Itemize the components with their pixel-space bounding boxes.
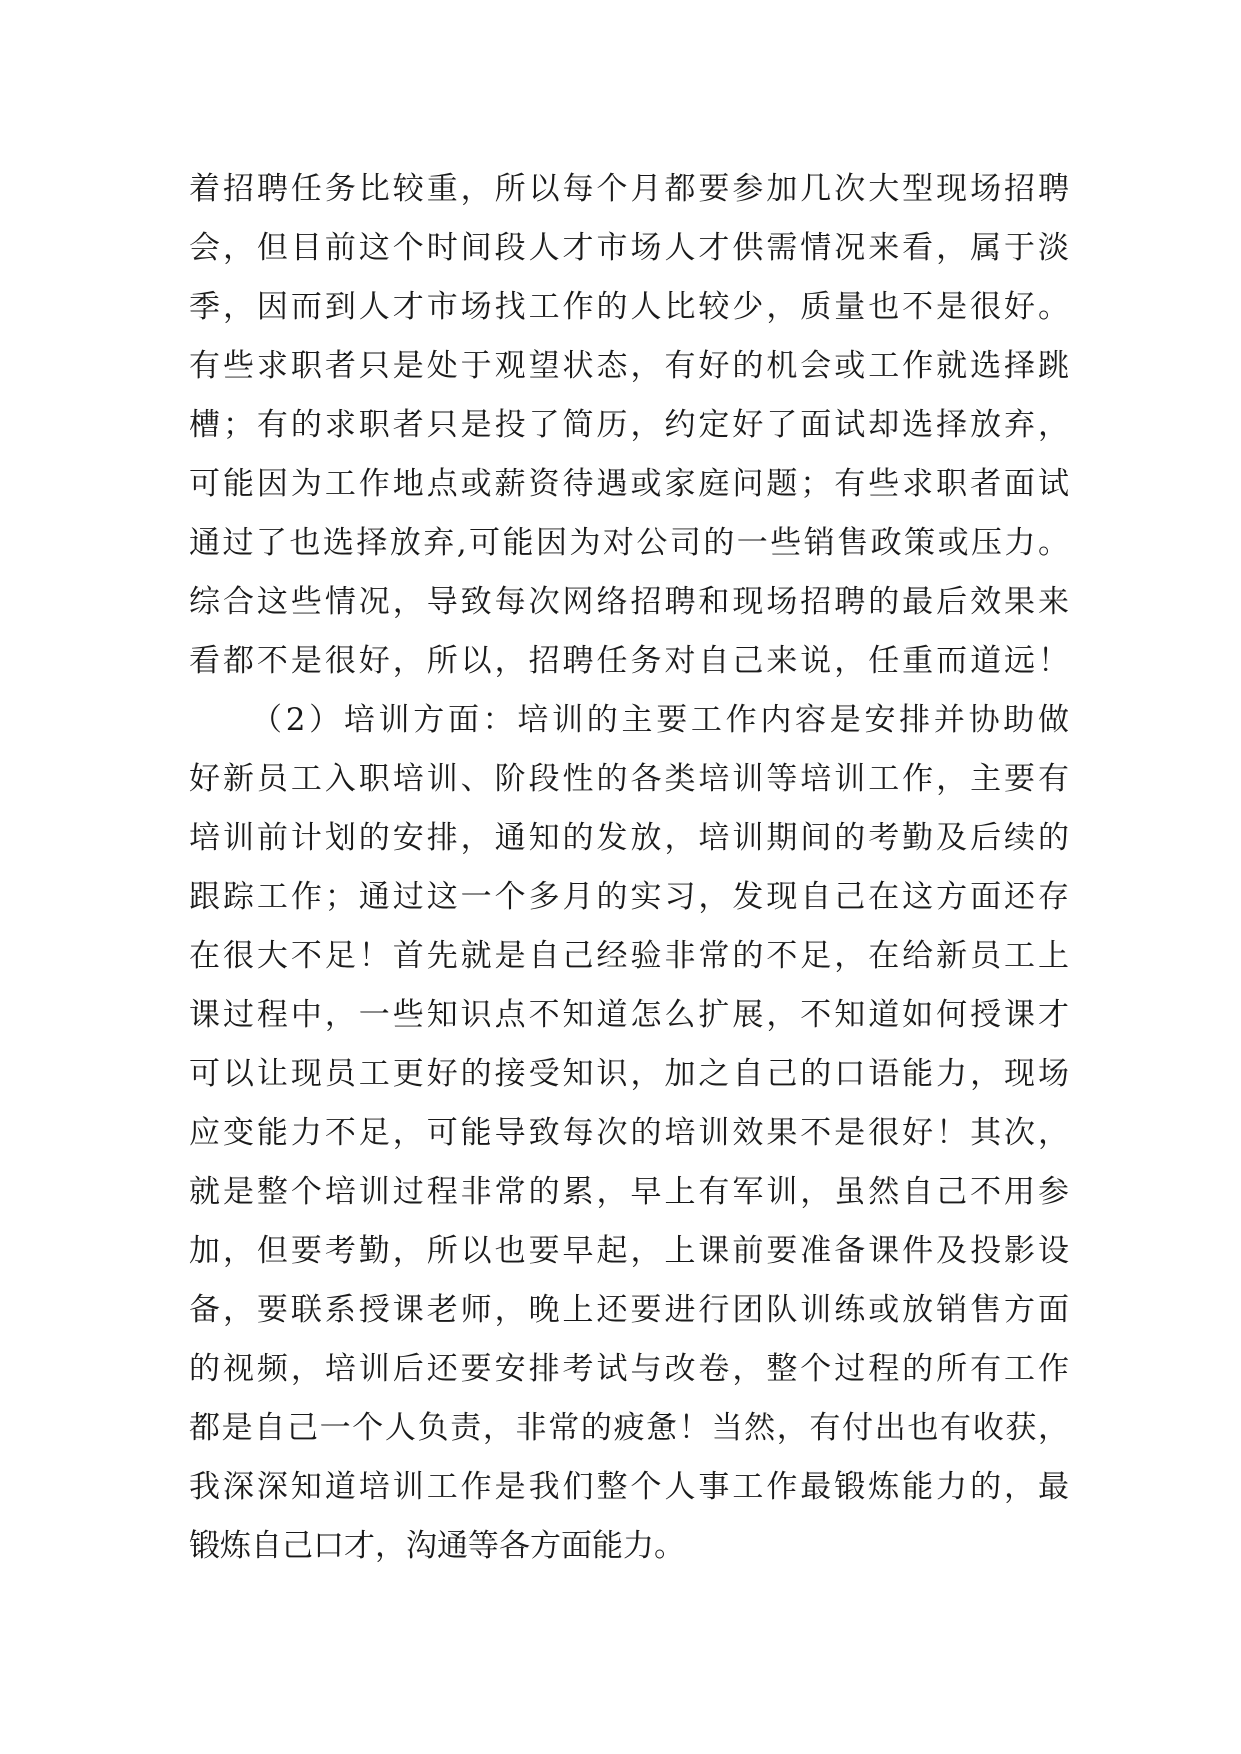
text-line: 看都不是很好，所以，招聘任务对自己来说，任重而道远！: [189, 643, 1069, 679]
text-line: 通过了也选择放弃,可能因为对公司的一些销售政策或压力。: [189, 525, 1069, 561]
text-line: 加，但要考勤，所以也要早起，上课前要准备课件及投影设: [189, 1233, 1069, 1269]
text-line: 有些求职者只是处于观望状态，有好的机会或工作就选择跳: [189, 348, 1069, 384]
text-line: 培训前计划的安排，通知的发放，培训期间的考勤及后续的: [189, 820, 1069, 856]
text-line: 会，但目前这个时间段人才市场人才供需情况来看，属于淡: [189, 230, 1069, 266]
text-line: 季，因而到人才市场找工作的人比较少，质量也不是很好。: [189, 289, 1069, 325]
text-line: 跟踪工作；通过这一个多月的实习，发现自己在这方面还存: [189, 879, 1069, 915]
text-line: 备，要联系授课老师，晚上还要进行团队训练或放销售方面: [189, 1292, 1069, 1328]
text-line: 就是整个培训过程非常的累，早上有军训，虽然自己不用参: [189, 1174, 1069, 1210]
paragraph-recruitment-continued: [189, 160, 1069, 691]
text-line: 可能因为工作地点或薪资待遇或家庭问题；有些求职者面试: [189, 466, 1069, 502]
text-line: 在很大不足！首先就是自己经验非常的不足，在给新员工上: [189, 938, 1069, 974]
text-line: 综合这些情况，导致每次网络招聘和现场招聘的最后效果来: [189, 584, 1069, 620]
text-line: 我深深知道培训工作是我们整个人事工作最锻炼能力的，最: [189, 1469, 1069, 1505]
paragraph-training: [189, 691, 1069, 1576]
text-line: 可以让现员工更好的接受知识，加之自己的口语能力，现场: [189, 1056, 1069, 1092]
text-line: 好新员工入职培训、阶段性的各类培训等培训工作，主要有: [189, 761, 1069, 797]
text-line: 着招聘任务比较重，所以每个月都要参加几次大型现场招聘: [189, 171, 1069, 207]
text-line: 课过程中，一些知识点不知道怎么扩展，不知道如何授课才: [189, 997, 1069, 1033]
text-line: 的视频，培训后还要安排考试与改卷，整个过程的所有工作: [189, 1351, 1069, 1387]
text-line: 锻炼自己口才，沟通等各方面能力。: [189, 1528, 685, 1564]
document-body: [189, 160, 1069, 1576]
text-line: 都是自己一个人负责，非常的疲惫！当然，有付出也有收获，: [189, 1410, 1069, 1446]
text-line: 槽；有的求职者只是投了简历，约定好了面试却选择放弃，: [189, 407, 1069, 443]
text-line: （2）培训方面：培训的主要工作内容是安排并协助做: [251, 702, 1069, 738]
text-line: 应变能力不足，可能导致每次的培训效果不是很好！其次，: [189, 1115, 1069, 1151]
